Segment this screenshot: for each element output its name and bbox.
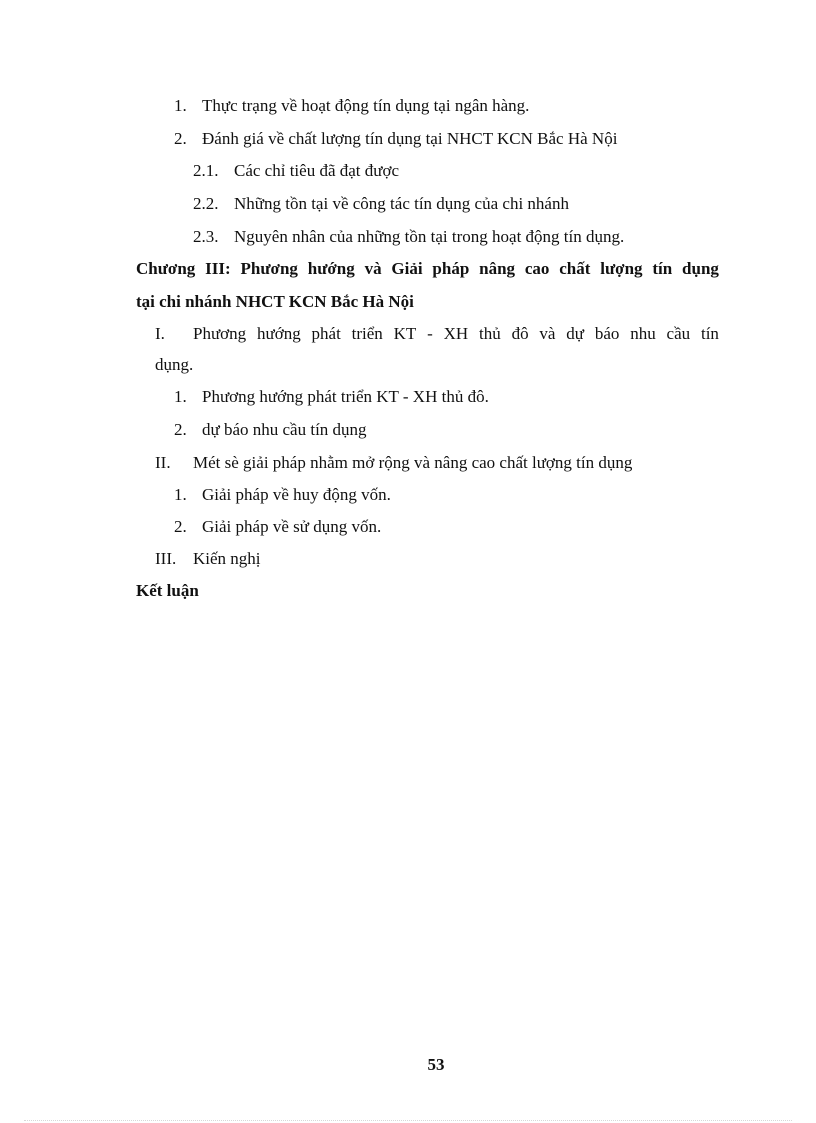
chapter-heading (136, 258, 719, 280)
toc-item-text: Kiến nghị (193, 549, 261, 568)
heading-word: tín (652, 259, 673, 278)
item-word: hướng (257, 324, 301, 343)
heading-word: dụng (682, 259, 719, 278)
item-word: - (427, 324, 433, 343)
item-word: và (539, 324, 556, 343)
heading-word: Phương (240, 259, 298, 278)
toc-item-number: 1. (174, 485, 187, 504)
item-word: thủ (479, 324, 501, 343)
toc-item-text: dự báo nhu cầu tín dụng (202, 420, 367, 439)
toc-item (174, 128, 617, 150)
toc-item-number: 2. (174, 129, 187, 148)
toc-roman-item (155, 548, 261, 570)
item-word: KT (393, 324, 417, 343)
heading-word: III: (205, 259, 231, 278)
item-word: XH (443, 324, 469, 343)
toc-item-text: Nguyên nhân của những tồn tại trong hoạt động tín dụng. (234, 227, 625, 246)
toc-item-number: 2.2. (193, 194, 219, 213)
toc-roman-item (193, 323, 719, 345)
toc-item (174, 386, 489, 408)
toc-roman-item-continued: dụng. (155, 355, 194, 374)
toc-subitem (193, 160, 399, 182)
heading-word: Chương (136, 259, 196, 278)
toc-item (174, 95, 529, 117)
heading-word: lượng (600, 259, 643, 278)
toc-item-number: 2. (174, 420, 187, 439)
heading-word: và (364, 259, 382, 278)
toc-item-text: Mét sè giải pháp nhằm mở rộng và nâng cao chất lượng tín dụng (193, 453, 633, 472)
heading-word: chất (559, 259, 591, 278)
toc-roman-item (155, 452, 632, 474)
chapter-heading-continued: tại chi nhánh NHCT KCN Bắc Hà Nội (136, 292, 414, 311)
heading-word: Giải (391, 259, 423, 278)
item-word: đô (511, 324, 529, 343)
toc-item-text: Giải pháp về huy động vốn. (202, 485, 391, 504)
item-word: cầu (666, 324, 691, 343)
toc-item-number: 1. (174, 387, 187, 406)
toc-item-number: 1. (174, 96, 187, 115)
toc-subitem (193, 193, 569, 215)
page-number: 53 (427, 1055, 445, 1074)
toc-item-number: 2.1. (193, 161, 219, 180)
item-word: dự (566, 324, 585, 343)
heading-word: hướng (307, 259, 355, 278)
toc-roman-number: III. (155, 549, 177, 568)
toc-item (174, 484, 391, 506)
toc-item (174, 419, 367, 441)
toc-roman-number: I. (155, 324, 165, 343)
item-word: Phương (193, 324, 247, 343)
item-word: báo (594, 324, 620, 343)
heading-word: nâng (479, 259, 516, 278)
item-word: triển (351, 324, 383, 343)
item-word: phát (311, 324, 341, 343)
heading-word: pháp (432, 259, 470, 278)
item-word: nhu (630, 324, 656, 343)
toc-item-text: Những tồn tại về công tác tín dụng của chi nhánh (234, 194, 569, 213)
toc-item (174, 516, 381, 538)
toc-item-text: Phương hướng phát triển KT - XH thủ đô. (202, 387, 489, 406)
heading-word: cao (524, 259, 550, 278)
toc-item-number: 2.3. (193, 227, 219, 246)
conclusion-heading: Kết luận (136, 581, 199, 600)
toc-item-text: Thực trạng về hoạt động tín dụng tại ngân hàng. (202, 96, 530, 115)
toc-item-text: Giải pháp về sử dụng vốn. (202, 517, 382, 536)
toc-item-text: Đánh giá về chất lượng tín dụng tại NHCT KCN Bắc Hà Nội (202, 129, 618, 148)
item-word: tín (700, 324, 719, 343)
page-divider (24, 1120, 792, 1121)
toc-roman-number: II. (155, 453, 171, 472)
toc-subitem (193, 226, 624, 248)
toc-item-number: 2. (174, 517, 187, 536)
toc-item-text: Các chỉ tiêu đã đạt được (234, 161, 400, 180)
